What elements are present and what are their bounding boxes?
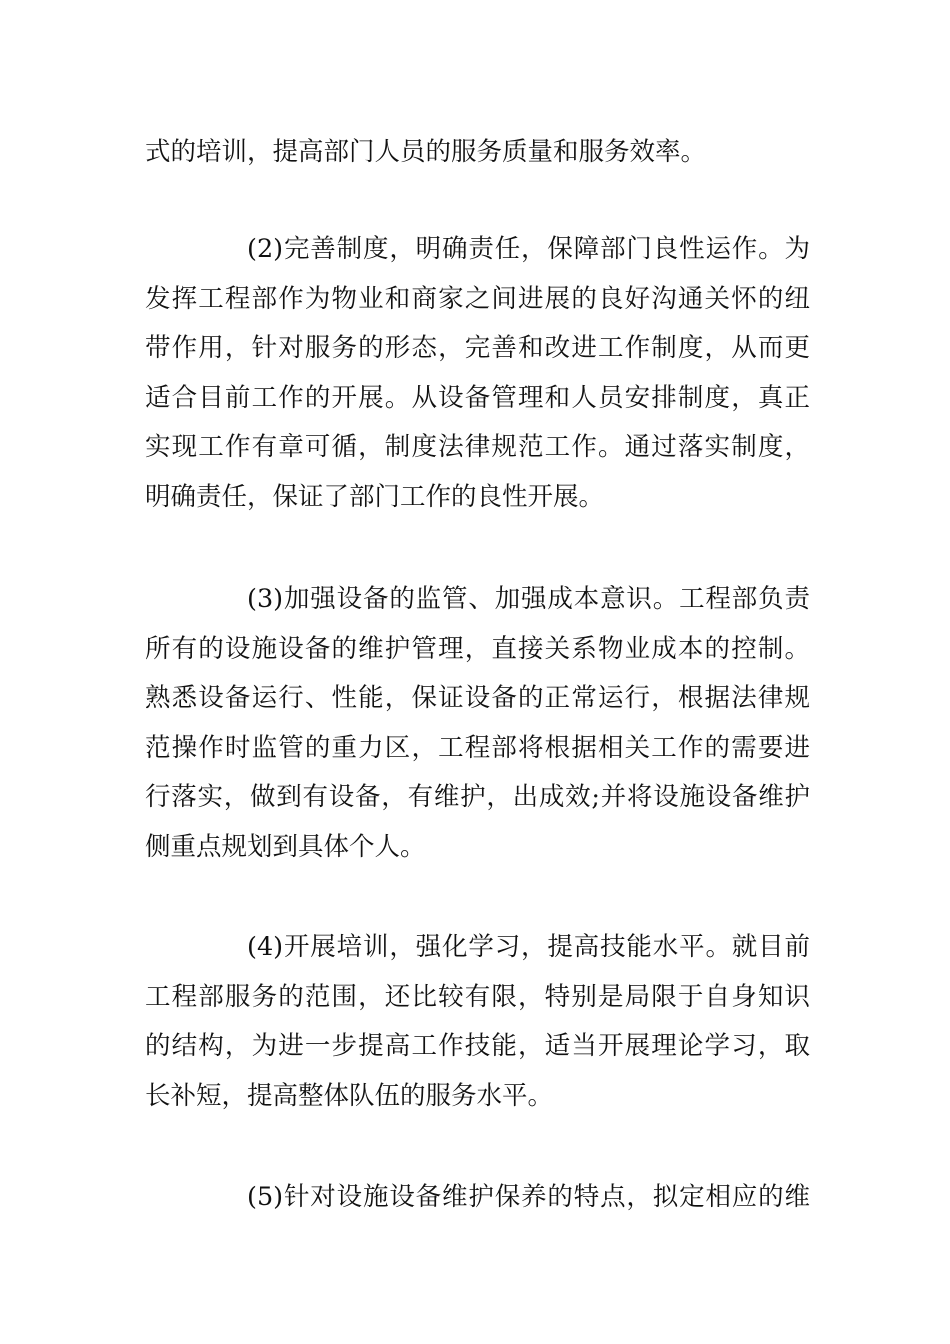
paragraph-line: (4)开展培训，强化学习，提高技能水平。就目前	[247, 932, 810, 962]
paragraph-line: 带作用，针对服务的形态，完善和改进工作制度，从而更	[145, 333, 810, 363]
paragraph-line: 长补短，提高整体队伍的服务水平。	[145, 1080, 554, 1111]
paragraph-item-3	[145, 575, 810, 872]
paragraph-line: 适合目前工作的开展。从设备管理和人员安排制度，真正	[145, 382, 810, 413]
paragraph-line: (2)完善制度，明确责任，保障部门良性运作。为	[247, 234, 810, 264]
paragraph-line: (5)针对设施设备维护保养的特点，拟定相应的维	[247, 1182, 810, 1212]
paragraph-line: 的结构，为进一步提高工作技能，适当开展理论学习，取	[145, 1031, 810, 1061]
paragraph-line: 熟悉设备运行、性能，保证设备的正常运行，根据法律规	[145, 683, 810, 713]
paragraph-line: 所有的设施设备的维护管理，直接关系物业成本的控制。	[145, 633, 810, 664]
paragraph-line: 行落实，做到有设备，有维护，出成效;并将设施设备维护	[145, 782, 810, 812]
paragraph-line: 实现工作有章可循，制度法律规范工作。通过落实制度，	[145, 432, 810, 462]
paragraph-item-5	[145, 1173, 810, 1223]
paragraph-item-4	[145, 923, 810, 1121]
paragraph-line: 范操作时监管的重力区，工程部将根据相关工作的需要进	[145, 732, 810, 763]
paragraph-item-2	[145, 225, 810, 522]
paragraph-line: 式的培训，提高部门人员的服务质量和服务效率。	[145, 137, 707, 167]
paragraph-line: 侧重点规划到具体个人。	[145, 831, 426, 862]
paragraph-line: (3)加强设备的监管、加强成本意识。工程部负责	[247, 584, 810, 614]
paragraph-training-continuation	[145, 128, 810, 178]
paragraph-line: 明确责任，保证了部门工作的良性开展。	[145, 481, 605, 512]
paragraph-line: 工程部服务的范围，还比较有限，特别是局限于自身知识	[145, 981, 810, 1012]
paragraph-line: 发挥工程部作为物业和商家之间进展的良好沟通关怀的纽	[145, 283, 810, 314]
